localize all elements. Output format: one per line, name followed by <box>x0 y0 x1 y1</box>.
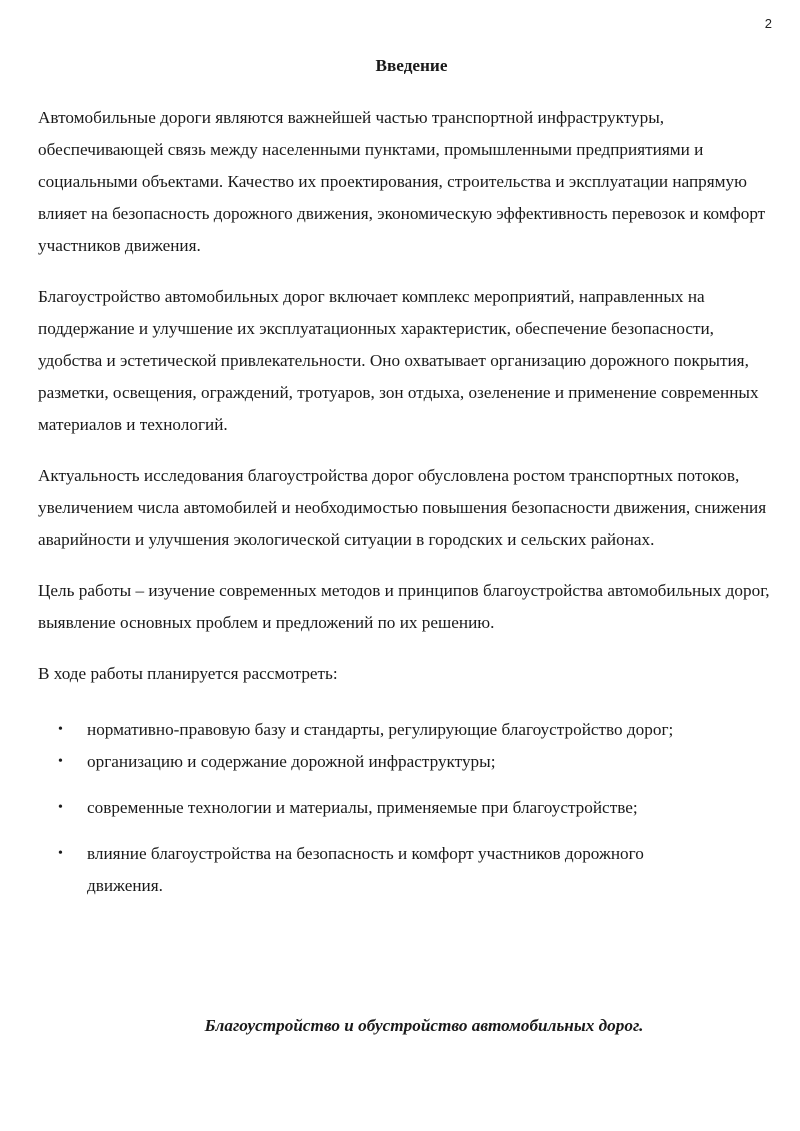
introduction-heading: Введение <box>375 56 448 75</box>
list-item-text: нормативно-правовую базу и стандарты, регулирующие благоустройство дорог; <box>87 720 674 739</box>
document-body <box>38 50 773 902</box>
list-item <box>38 746 773 778</box>
bullet-icon: • <box>58 846 63 861</box>
paragraph-improvement-scope: Благоустройство автомобильных дорог включает комплекс мероприятий, направленных на поддержание и улучшение их эксплуатационных характеристик, обеспечение безопасности, удобства и эстетической привлекательности. Оно охватывает организацию дорожного покрытия, разметки, освещения, ограждений, тротуаров, зон отдыха, озеленение и применение современных материалов и технологий. <box>38 287 759 434</box>
paragraph-goal: Цель работы – изучение современных методов и принципов благоустройства автомобильных дорог, выявление основных проблем и предложений по их решению. <box>38 581 770 632</box>
paragraph-roads-importance: Автомобильные дороги являются важнейшей частью транспортной инфраструктуры, обеспечивающей связь между населенными пунктами, промышленными предприятиями и социальными объектами. Качество их проектирования, строительства и эксплуатации напрямую влияет на безопасность дорожного движения, экономическую эффективность перевозок и комфорт участников движения. <box>38 108 766 255</box>
list-item-text: влияние благоустройства на безопасность и комфорт участников дорожного движения. <box>87 844 644 895</box>
section-title: Благоустройство и обустройство автомобильных дорог. <box>204 1016 644 1035</box>
plan-list <box>38 714 773 902</box>
list-item <box>38 838 773 902</box>
bullet-icon: • <box>58 800 63 815</box>
page-number: 2 <box>764 16 772 31</box>
list-item <box>38 714 773 746</box>
list-item-text: организацию и содержание дорожной инфраструктуры; <box>87 752 496 771</box>
list-item <box>38 792 773 824</box>
paragraph-plan-intro: В ходе работы планируется рассмотреть: <box>38 664 338 683</box>
paragraph-relevance: Актуальность исследования благоустройства дорог обусловлена ростом транспортных потоков, увеличением числа автомобилей и необходимостью повышения безопасности движения, снижения аварийности и улучшения экологической ситуации в городских и сельских районах. <box>38 466 767 549</box>
list-item-text: современные технологии и материалы, применяемые при благоустройстве; <box>87 798 638 817</box>
bullet-icon: • <box>58 722 63 737</box>
bullet-icon: • <box>58 754 63 769</box>
